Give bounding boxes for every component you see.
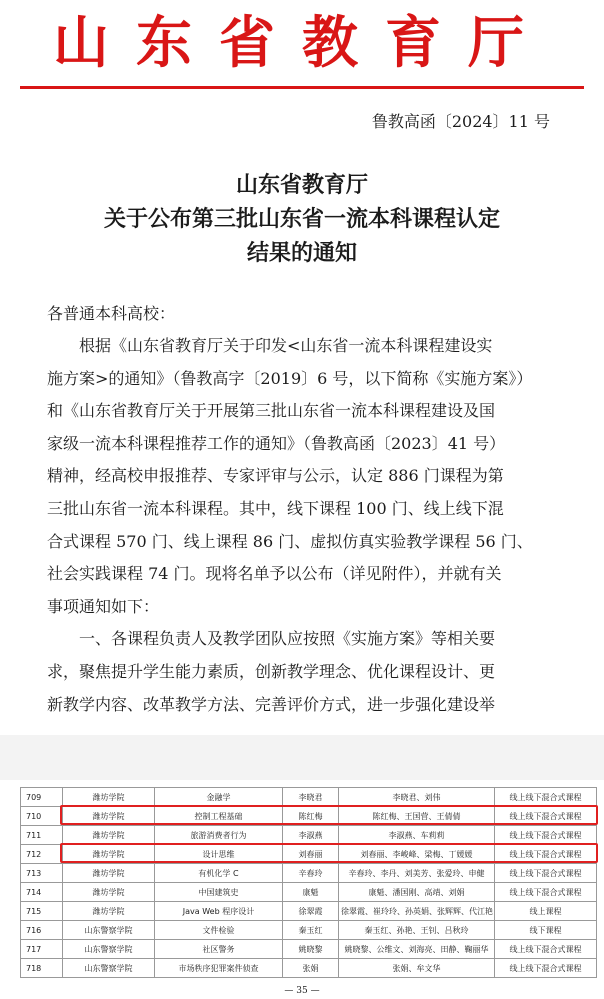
course-cell: 设计思维	[155, 845, 283, 864]
body-line: 求，聚焦提升学生能力素质，创新教学理念、优化课程设计、更	[47, 661, 496, 681]
school-cell: 潍坊学院	[63, 864, 155, 883]
table-row	[21, 940, 597, 959]
table-row	[21, 788, 597, 807]
leader-cell: 姚晓黎	[283, 940, 339, 959]
leader-cell: 辛春玲	[283, 864, 339, 883]
school-cell: 潍坊学院	[63, 807, 155, 826]
course-list-table-wrap	[20, 787, 596, 978]
team-cell: 徐翠霞、崔玲玲、孙英娟、张辉辉、代江艳	[339, 902, 495, 921]
title-line: 山东省教育厅	[235, 172, 368, 198]
notice-body	[47, 330, 557, 721]
row-number: 709	[21, 788, 63, 807]
team-cell: 秦玉红、孙艳、王钊、吕秋玲	[339, 921, 495, 940]
type-cell: 线上线下混合式课程	[495, 864, 597, 883]
title-line: 关于公布第三批山东省一流本科课程认定	[103, 206, 500, 232]
type-cell: 线上线下混合式课程	[495, 845, 597, 864]
row-number: 711	[21, 826, 63, 845]
body-line: 合式课程 570 门、线上课程 86 门、虚拟仿真实验教学课程 56 门、	[47, 531, 533, 551]
team-cell: 张娟、牟文华	[339, 959, 495, 978]
masthead-title: 山东省教育厅	[53, 10, 551, 76]
type-cell: 线下课程	[495, 921, 597, 940]
team-cell: 康魁、潘国刚、高靖、刘娟	[339, 883, 495, 902]
team-cell: 刘春丽、李峻峰、梁梅、丁媛媛	[339, 845, 495, 864]
team-cell: 姚晓黎、公维文、刘海亮、田静、鞠丽华	[339, 940, 495, 959]
leader-cell: 秦玉红	[283, 921, 339, 940]
body-line: 一、各课程负责人及教学团队应按照《实施方案》等相关要	[79, 629, 496, 649]
row-number: 712	[21, 845, 63, 864]
table-row	[21, 826, 597, 845]
type-cell: 线上线下混合式课程	[495, 940, 597, 959]
row-number: 710	[21, 807, 63, 826]
course-cell: 社区警务	[155, 940, 283, 959]
table-row	[21, 959, 597, 978]
page-separator	[0, 735, 604, 780]
school-cell: 山东警察学院	[63, 940, 155, 959]
school-cell: 潍坊学院	[63, 883, 155, 902]
type-cell: 线上线下混合式课程	[495, 959, 597, 978]
type-cell: 线上线下混合式课程	[495, 883, 597, 902]
course-cell: 文件检验	[155, 921, 283, 940]
body-line: 家级一流本科课程推荐工作的通知》（鲁教高函〔2023〕41 号）	[47, 433, 506, 453]
body-line: 新教学内容、改革教学方法、完善评价方式，进一步强化建设举	[47, 694, 496, 714]
type-cell: 线上线下混合式课程	[495, 826, 597, 845]
row-number: 717	[21, 940, 63, 959]
title-line: 结果的通知	[246, 240, 357, 266]
course-cell: 金融学	[155, 788, 283, 807]
body-line: 根据《山东省教育厅关于印发<山东省一流本科课程建设实	[79, 336, 493, 355]
school-cell: 山东警察学院	[63, 921, 155, 940]
table-row	[21, 845, 597, 864]
team-cell: 李晓君、刘伟	[339, 788, 495, 807]
row-number: 715	[21, 902, 63, 921]
type-cell: 线上线下混合式课程	[495, 788, 597, 807]
type-cell: 线上线下混合式课程	[495, 807, 597, 826]
course-cell: 市场秩序犯罪案件侦查	[155, 959, 283, 978]
page-number: — 35 —	[284, 986, 320, 996]
school-cell: 潍坊学院	[63, 788, 155, 807]
row-number: 714	[21, 883, 63, 902]
team-cell: 陈红梅、王国营、王倩倩	[339, 807, 495, 826]
leader-cell: 刘春丽	[283, 845, 339, 864]
body-line: 和《山东省教育厅关于开展第三批山东省一流本科课程建设及国	[47, 401, 496, 421]
table-row	[21, 902, 597, 921]
row-number: 713	[21, 864, 63, 883]
course-cell: 中国建筑史	[155, 883, 283, 902]
leader-cell: 李淑燕	[283, 826, 339, 845]
team-cell: 李淑燕、车莉莉	[339, 826, 495, 845]
course-cell: 控制工程基础	[155, 807, 283, 826]
table-row	[21, 921, 597, 940]
school-cell: 潍坊学院	[63, 845, 155, 864]
body-line: 三批山东省一流本科课程。其中，线下课程 100 门、线上线下混	[47, 498, 504, 518]
notice-title	[0, 168, 604, 270]
row-number: 716	[21, 921, 63, 940]
school-cell: 潍坊学院	[63, 902, 155, 921]
type-cell: 线上课程	[495, 902, 597, 921]
school-cell: 山东警察学院	[63, 959, 155, 978]
leader-cell: 康魁	[283, 883, 339, 902]
body-line: 精神，经高校申报推荐、专家评审与公示，认定 886 门课程为第	[47, 466, 504, 486]
leader-cell: 张娟	[283, 959, 339, 978]
body-line: 施方案>的通知》（鲁教高字〔2019〕6 号，以下简称《实施方案》）	[47, 368, 533, 388]
leader-cell: 陈红梅	[283, 807, 339, 826]
row-number: 718	[21, 959, 63, 978]
body-line: 事项通知如下：	[47, 596, 160, 616]
school-cell: 潍坊学院	[63, 826, 155, 845]
course-cell: Java Web 程序设计	[155, 902, 283, 921]
red-divider-line	[20, 86, 584, 89]
table-row	[21, 864, 597, 883]
table-row	[21, 807, 597, 826]
course-list-table	[20, 787, 597, 978]
course-cell: 旅游消费者行为	[155, 826, 283, 845]
table-row	[21, 883, 597, 902]
document-number: 鲁教高函〔2024〕11 号	[371, 112, 550, 131]
leader-cell: 李晓君	[283, 788, 339, 807]
team-cell: 辛春玲、李丹、刘美芳、张爱玲、申健	[339, 864, 495, 883]
body-line: 社会实践课程 74 门。现将名单予以公布（详见附件），并就有关	[47, 564, 502, 584]
salutation: 各普通本科高校：	[47, 304, 176, 323]
course-cell: 有机化学 C	[155, 864, 283, 883]
leader-cell: 徐翠霞	[283, 902, 339, 921]
